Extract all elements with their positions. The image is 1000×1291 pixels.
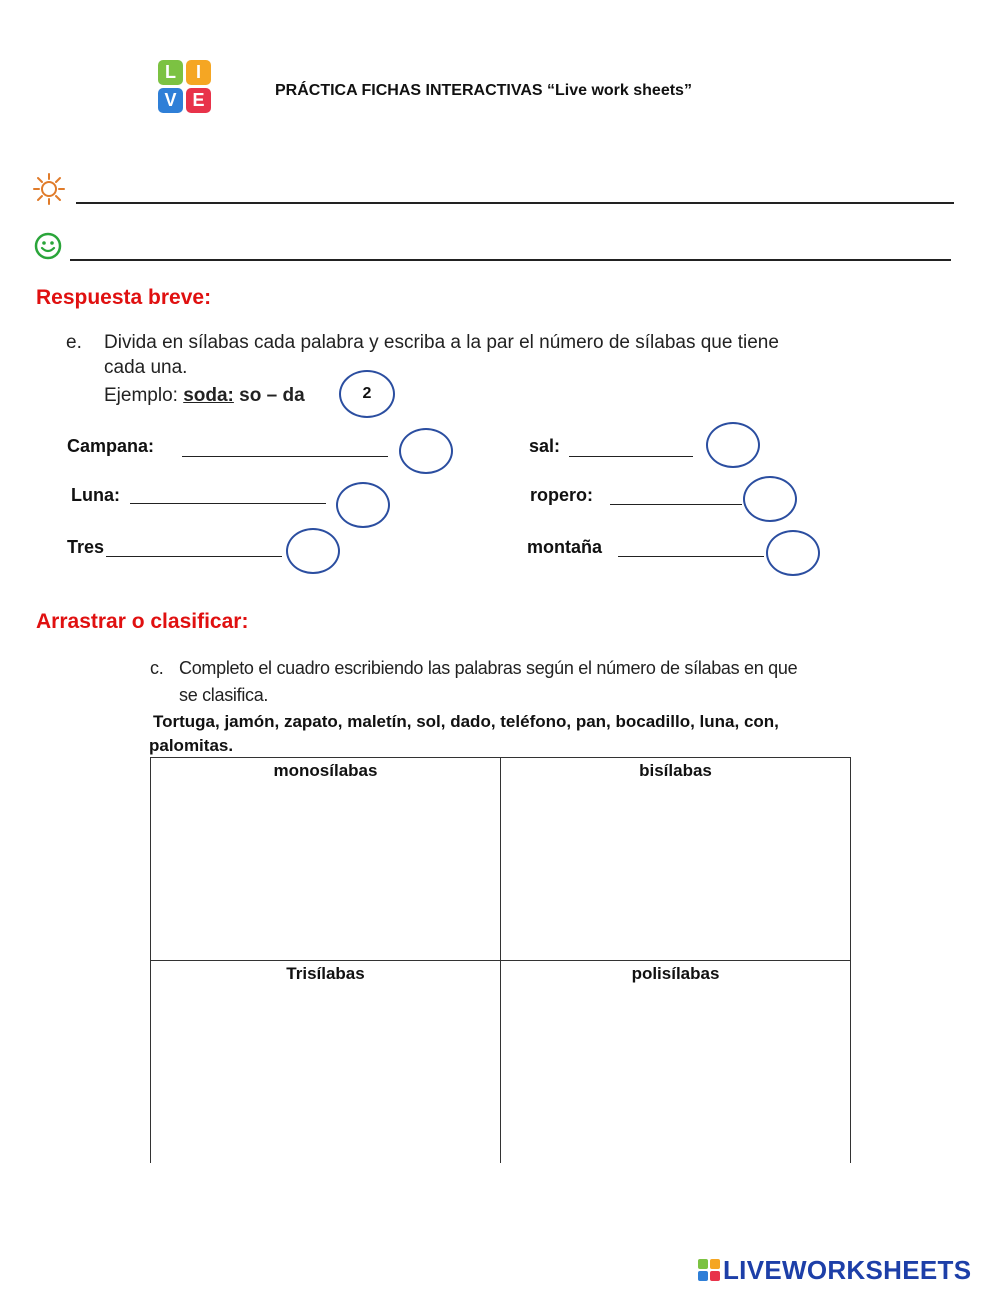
header-polisilabas: polisílabas: [631, 964, 720, 983]
liveworksheets-brand[interactable]: [698, 1255, 971, 1285]
cell-polisilabas[interactable]: [501, 961, 851, 1164]
count-circle-montana[interactable]: [766, 530, 820, 576]
count-circle-luna[interactable]: [336, 482, 390, 528]
answer-line-sal[interactable]: [569, 456, 693, 457]
word-label-campana: Campana:: [67, 436, 155, 456]
live-logo: [158, 60, 212, 114]
example-count-circle: 2: [339, 370, 395, 418]
smile-icon: [32, 230, 64, 262]
instruction-line-1: Divida en sílabas cada palabra y escriba a la par el número de sílabas que tiene: [104, 332, 779, 353]
logo-tile-v: V: [158, 88, 183, 113]
count-circle-tres[interactable]: [286, 528, 340, 574]
brand-logo-icon: [698, 1259, 720, 1281]
word-label-sal: sal:: [529, 436, 561, 456]
word-label-montana: montaña: [527, 537, 603, 557]
count-circle-campana[interactable]: [399, 428, 453, 474]
word-label-luna: Luna:: [71, 485, 120, 505]
example-prefix: Ejemplo:: [104, 385, 178, 406]
sun-icon: [32, 172, 66, 206]
instruction-letter-c: c.: [150, 658, 164, 678]
logo-tile-i: I: [186, 60, 211, 85]
count-circle-ropero[interactable]: [743, 476, 797, 522]
logo-tile-l: L: [158, 60, 183, 85]
page-title: PRÁCTICA FICHAS INTERACTIVAS “Live work sheets”: [275, 82, 692, 99]
instruction-letter-e: e.: [66, 332, 82, 353]
answer-line-montana[interactable]: [618, 556, 764, 557]
count-circle-sal[interactable]: [706, 422, 760, 468]
second-answer-line[interactable]: [70, 259, 951, 261]
section-heading-short-answer: Respuesta breve:: [36, 286, 212, 309]
word-list-line-1: Tortuga, jamón, zapato, maletín, sol, dado, teléfono, pan, bocadillo, luna, con,: [153, 712, 779, 731]
cell-bisilabas[interactable]: [501, 758, 851, 961]
answer-line-tres[interactable]: [106, 556, 282, 557]
answer-line-luna[interactable]: [130, 503, 326, 504]
classification-table: [150, 757, 851, 1163]
word-label-ropero: ropero:: [530, 485, 593, 505]
brand-text: LIVEWORKSHEETS: [723, 1254, 972, 1285]
instruction-line-2: cada una.: [104, 357, 188, 378]
section-heading-drag-classify: Arrastrar o clasificar:: [36, 610, 249, 633]
example-split: so – da: [239, 385, 305, 406]
word-list-line-2: palomitas.: [149, 736, 234, 755]
logo-tile-e: E: [186, 88, 211, 113]
classify-instruction-line-2: se clasifica.: [179, 685, 269, 705]
answer-line-ropero[interactable]: [610, 504, 742, 505]
cell-trisilabas[interactable]: [151, 961, 501, 1164]
answer-line-campana[interactable]: [182, 456, 388, 457]
cell-monosilabas[interactable]: [151, 758, 501, 961]
header-bisilabas: bisílabas: [639, 761, 712, 780]
classify-instruction-line-1: Completo el cuadro escribiendo las palabras según el número de sílabas en que: [179, 658, 798, 678]
word-label-tres: Tres: [67, 537, 105, 557]
example-word: soda:: [183, 385, 234, 406]
name-answer-line[interactable]: [76, 202, 954, 204]
header-trisilabas: Trisílabas: [286, 964, 365, 983]
header-monosilabas: monosílabas: [273, 761, 378, 780]
example-line: [104, 383, 305, 408]
